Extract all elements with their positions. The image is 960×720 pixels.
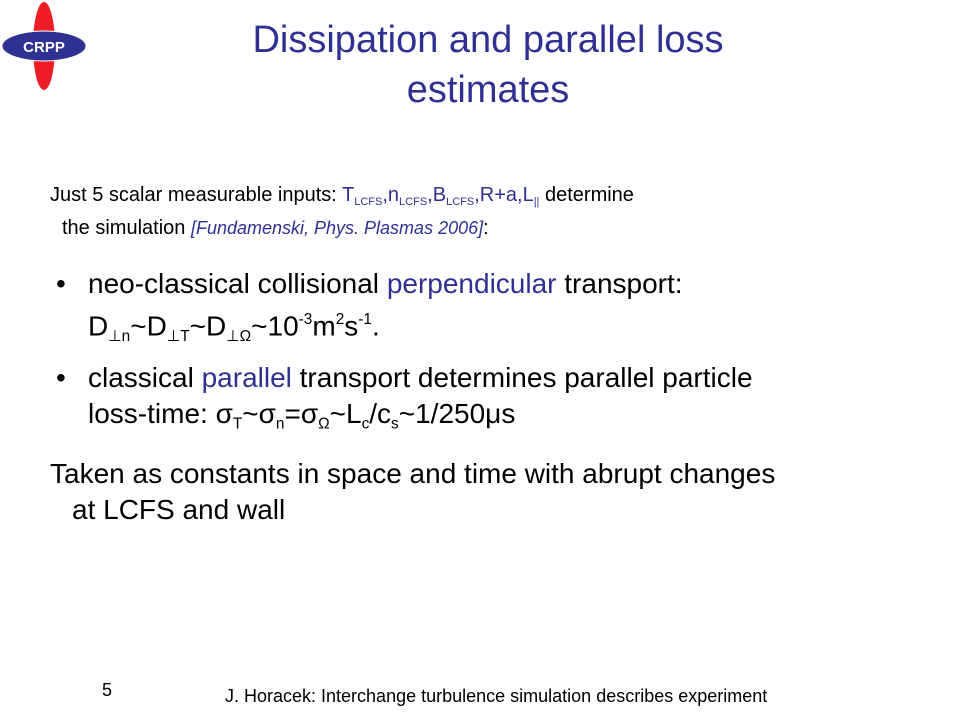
intro-inputs: $T_{LCFS},n_{LCFS},B_{LCFS},R+a,L_{||}$ [342,184,540,208]
bullet2-line1: classical parallel transport determines parallel particle [88,362,753,393]
page-title-line2: estimates [406,69,570,111]
slide-number: 5 [102,680,113,700]
bullet-dot: • [56,362,66,393]
bullet1-line1: neo-classical collisional perpendicular transport: [88,268,683,299]
bullet1-line2: $D_{\perp n}\sim D_{\perp T}\sim D_{\perp\Omega}\sim 10^{-3}m^2s^{-1}$. [88,310,380,345]
intro-paragraph [50,182,910,241]
bullet-parallel-transport [50,360,910,442]
bullet-perpendicular-transport [50,266,910,355]
closing-line1: Taken as constants in space and time with abrupt changes [50,458,776,489]
closing-line2: at LCFS and wall [72,494,286,525]
footer-text: J. Horacek: Interchange turbulence simulation describes experiment [225,686,768,706]
intro-line1: Just 5 scalar measurable inputs: $T_{LCFS},n_{LCFS},B_{LCFS},R+a,L_{||}$ determine [50,184,634,208]
logo-text: CRPP [23,39,65,56]
bullet-dot: • [56,268,66,299]
citation: [Fundamenski, Phys. Plasmas 2006] [190,217,484,238]
closing-paragraph [50,456,910,528]
intro-line2: the simulation [Fundamenski, Phys. Plasmas 2006]: [62,216,489,239]
bullet2-line2: loss-time: $\sigma_T\sim\sigma_n=\sigma_\Omega\sim L_c/c_s\sim 1/250\mu s$ [88,398,516,433]
page-title-line1: Dissipation and parallel loss [252,19,724,61]
